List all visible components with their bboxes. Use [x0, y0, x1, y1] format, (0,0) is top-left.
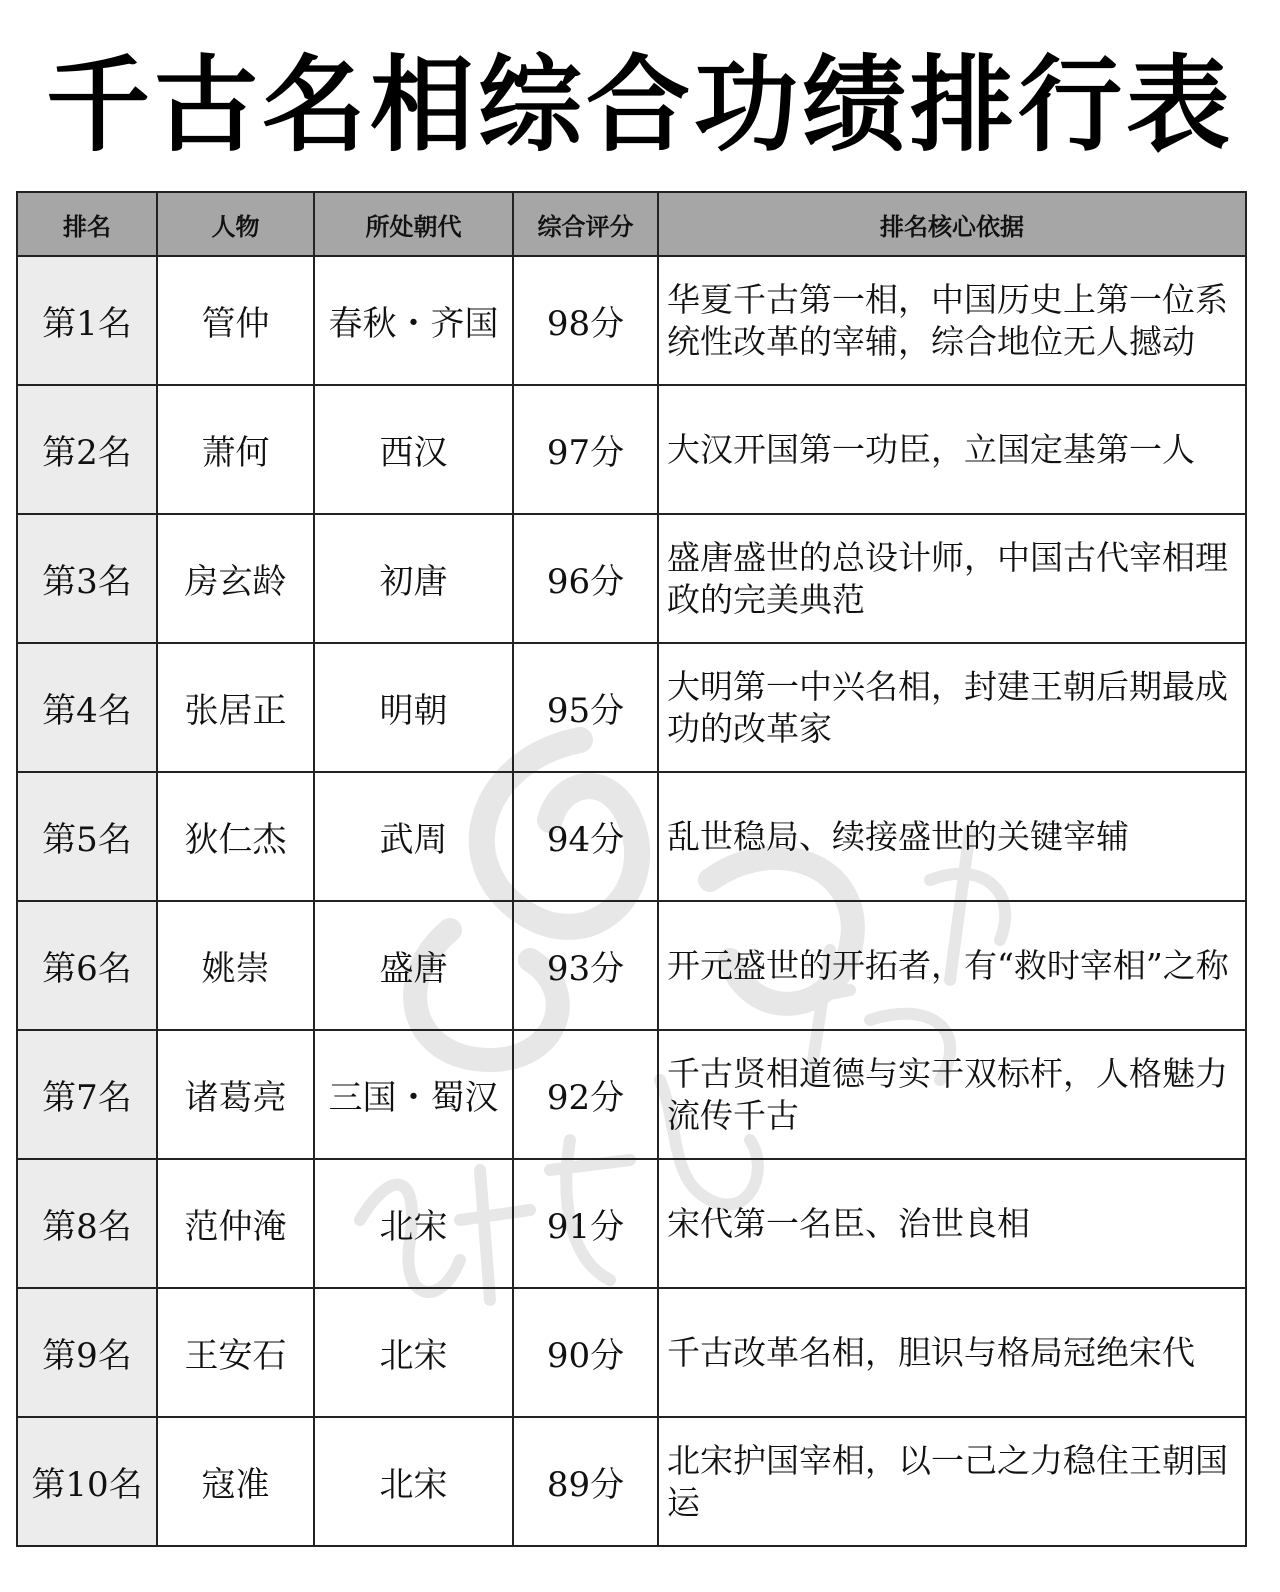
- cell-rank: 第4名: [17, 643, 157, 772]
- header-row: [17, 192, 1246, 256]
- cell-rank: 第5名: [17, 772, 157, 901]
- cell-score: 89分: [513, 1417, 658, 1546]
- table-header: [17, 192, 1246, 256]
- cell-basis: 宋代第一名臣、治世良相: [658, 1159, 1246, 1288]
- cell-person: 范仲淹: [157, 1159, 314, 1288]
- table-row: [17, 256, 1246, 385]
- cell-basis: 华夏千古第一相，中国历史上第一位系统性改革的宰辅，综合地位无人撼动: [658, 256, 1246, 385]
- cell-score: 94分: [513, 772, 658, 901]
- table-row: [17, 514, 1246, 643]
- cell-dynasty: 三国・蜀汉: [314, 1030, 513, 1159]
- cell-rank: 第10名: [17, 1417, 157, 1546]
- cell-dynasty: 盛唐: [314, 901, 513, 1030]
- table-row: [17, 385, 1246, 514]
- cell-score: 95分: [513, 643, 658, 772]
- cell-dynasty: 北宋: [314, 1288, 513, 1417]
- table-row: [17, 1159, 1246, 1288]
- cell-score: 97分: [513, 385, 658, 514]
- cell-rank: 第1名: [17, 256, 157, 385]
- cell-rank: 第6名: [17, 901, 157, 1030]
- cell-person: 王安石: [157, 1288, 314, 1417]
- cell-basis: 千古贤相道德与实干双标杆，人格魅力流传千古: [658, 1030, 1246, 1159]
- page-title: 千古名相综合功绩排行表: [45, 44, 1234, 166]
- cell-rank: 第8名: [17, 1159, 157, 1288]
- table-row: [17, 1417, 1246, 1546]
- table-row: [17, 772, 1246, 901]
- cell-person: 管仲: [157, 256, 314, 385]
- cell-basis: 北宋护国宰相，以一己之力稳住王朝国运: [658, 1417, 1246, 1546]
- cell-dynasty: 武周: [314, 772, 513, 901]
- header-person: 人物: [157, 192, 314, 256]
- cell-basis: 大明第一中兴名相，封建王朝后期最成功的改革家: [658, 643, 1246, 772]
- ranking-table: [16, 191, 1247, 1547]
- cell-person: 寇准: [157, 1417, 314, 1546]
- cell-dynasty: 明朝: [314, 643, 513, 772]
- cell-dynasty: 西汉: [314, 385, 513, 514]
- cell-rank: 第9名: [17, 1288, 157, 1417]
- cell-dynasty: 北宋: [314, 1417, 513, 1546]
- cell-person: 姚崇: [157, 901, 314, 1030]
- cell-score: 91分: [513, 1159, 658, 1288]
- header-basis: 排名核心依据: [658, 192, 1246, 256]
- cell-dynasty: 初唐: [314, 514, 513, 643]
- header-score: 综合评分: [513, 192, 658, 256]
- cell-score: 92分: [513, 1030, 658, 1159]
- cell-dynasty: 春秋・齐国: [314, 256, 513, 385]
- cell-rank: 第7名: [17, 1030, 157, 1159]
- cell-score: 90分: [513, 1288, 658, 1417]
- cell-basis: 大汉开国第一功臣，立国定基第一人: [658, 385, 1246, 514]
- cell-rank: 第3名: [17, 514, 157, 643]
- cell-person: 狄仁杰: [157, 772, 314, 901]
- header-dynasty: 所处朝代: [314, 192, 513, 256]
- cell-rank: 第2名: [17, 385, 157, 514]
- cell-score: 93分: [513, 901, 658, 1030]
- table-row: [17, 643, 1246, 772]
- cell-dynasty: 北宋: [314, 1159, 513, 1288]
- cell-basis: 千古改革名相，胆识与格局冠绝宋代: [658, 1288, 1246, 1417]
- cell-person: 房玄龄: [157, 514, 314, 643]
- cell-score: 98分: [513, 256, 658, 385]
- header-rank: 排名: [17, 192, 157, 256]
- cell-score: 96分: [513, 514, 658, 643]
- cell-person: 萧何: [157, 385, 314, 514]
- cell-person: 诸葛亮: [157, 1030, 314, 1159]
- cell-basis: 开元盛世的开拓者，有“救时宰相”之称: [658, 901, 1246, 1030]
- table-row: [17, 901, 1246, 1030]
- table-row: [17, 1288, 1246, 1417]
- cell-basis: 乱世稳局、续接盛世的关键宰辅: [658, 772, 1246, 901]
- table-body: [17, 256, 1246, 1546]
- cell-basis: 盛唐盛世的总设计师，中国古代宰相理政的完美典范: [658, 514, 1246, 643]
- cell-person: 张居正: [157, 643, 314, 772]
- table-row: [17, 1030, 1246, 1159]
